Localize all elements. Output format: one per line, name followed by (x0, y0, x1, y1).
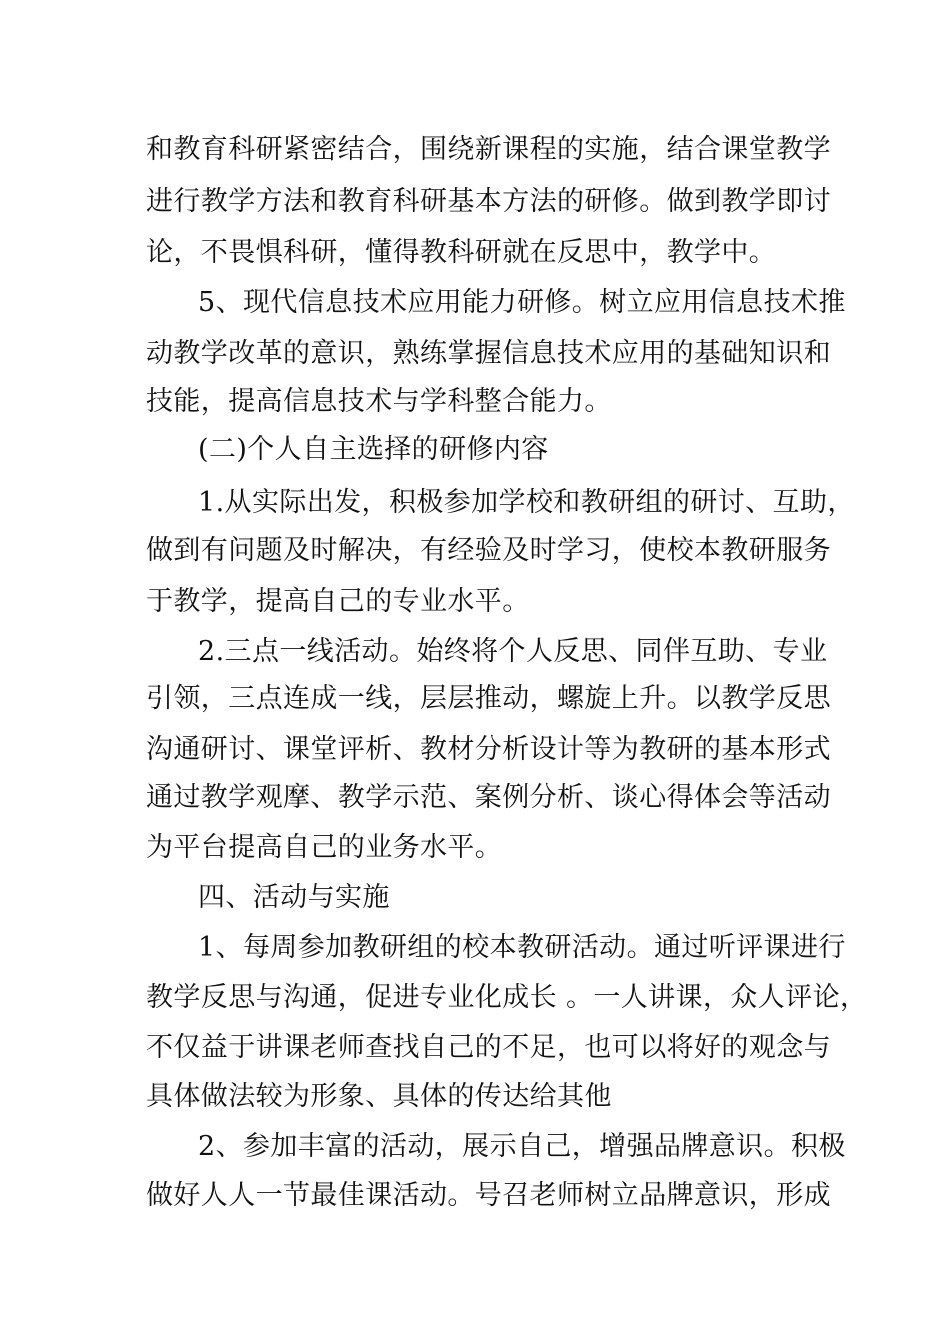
paragraph-line: 教学反思与沟通，促进专业化成长 。一人讲课，众人评论， (146, 982, 868, 1013)
paragraph-line: 沟通研讨、课堂评析、教材分析设计等为教研的基本形式 (146, 734, 831, 765)
paragraph-line: 1、每周参加教研组的校本教研活动。通过听评课进行 (198, 932, 846, 963)
paragraph-line: 论，不畏惧科研，懂得教科研就在反思中，教学中。 (146, 237, 777, 268)
paragraph-line: 不仅益于讲课老师查找自己的不足，也可以将好的观念与 (146, 1032, 831, 1063)
paragraph-line: 通过教学观摩、教学示范、案例分析、谈心得体会等活动 (146, 782, 831, 813)
paragraph-line: 做好人人一节最佳课活动。号召老师树立品牌意识，形成 (146, 1180, 831, 1211)
paragraph-line: 2.三点一线活动。始终将个人反思、同伴互助、专业 (198, 636, 828, 667)
paragraph-line: 引领，三点连成一线，层层推动，螺旋上升。以教学反思 (146, 683, 831, 714)
section-heading: 四、活动与实施 (198, 882, 390, 913)
paragraph-line: 具体做法较为形象、具体的传达给其他 (146, 1081, 612, 1112)
paragraph-line: 为平台提高自己的业务水平。 (146, 832, 503, 863)
section-heading: (二)个人自主选择的研修内容 (198, 434, 549, 465)
paragraph-line: 5、现代信息技术应用能力研修。树立应用信息技术推 (198, 287, 846, 318)
paragraph-line: 于教学，提高自己的专业水平。 (146, 586, 530, 617)
paragraph-line: 技能，提高信息技术与学科整合能力。 (146, 386, 612, 417)
paragraph-line: 和教育科研紧密结合，围绕新课程的实施，结合课堂教学 (146, 134, 831, 165)
paragraph-line: 2、参加丰富的活动，展示自己，增强品牌意识。积极 (198, 1131, 846, 1162)
paragraph-line: 1.从实际出发，积极参加学校和教研组的研讨、互助， (198, 487, 855, 518)
paragraph-line: 动教学改革的意识，熟练掌握信息技术应用的基础知识和 (146, 338, 831, 369)
paragraph-line: 做到有问题及时解决，有经验及时学习，使校本教研服务 (146, 535, 831, 566)
paragraph-line: 进行教学方法和教育科研基本方法的研修。做到教学即讨 (146, 186, 831, 217)
